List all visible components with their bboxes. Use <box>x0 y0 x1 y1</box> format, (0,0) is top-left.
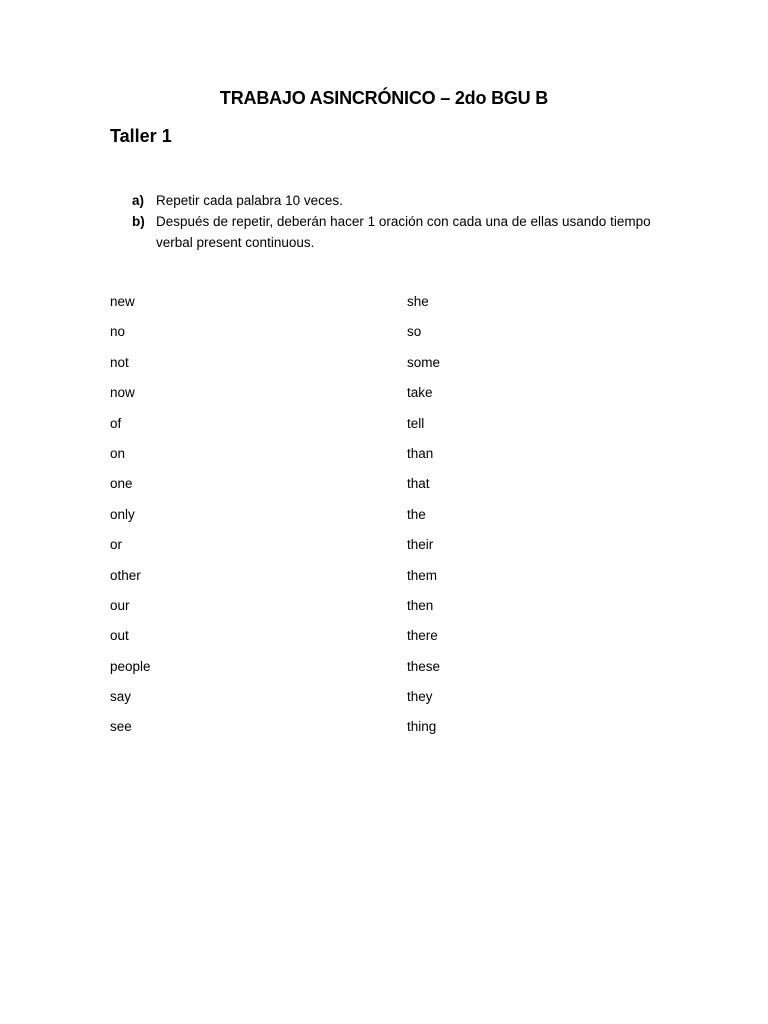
instruction-text: Después de repetir, deberán hacer 1 oración con cada una de ellas usando tiempo verbal present continuous. <box>156 214 651 250</box>
instruction-marker: a) <box>132 193 145 208</box>
word-item: tell <box>407 415 425 431</box>
word-item: or <box>110 537 123 553</box>
document-title: TRABAJO ASINCRÓNICO – 2do BGU B <box>219 88 549 108</box>
word-item: of <box>110 415 122 431</box>
word-item: these <box>407 658 441 674</box>
word-item: so <box>407 324 422 340</box>
word-item: their <box>407 537 434 553</box>
word-item: new <box>110 294 135 309</box>
instruction-item <box>132 211 652 253</box>
word-item: they <box>407 689 433 705</box>
instruction-item <box>132 190 652 211</box>
word-item: them <box>407 567 438 583</box>
word-list-right <box>407 292 440 748</box>
word-item: one <box>110 476 133 492</box>
word-item: no <box>110 324 126 340</box>
word-item: out <box>110 628 129 644</box>
instruction-marker: b) <box>132 214 145 229</box>
section-heading: Taller 1 <box>110 126 172 146</box>
word-item: she <box>407 294 429 309</box>
word-item: only <box>110 506 135 522</box>
word-item: there <box>407 628 438 644</box>
word-item: on <box>110 445 126 461</box>
word-item: now <box>110 385 135 401</box>
word-item: then <box>407 597 434 613</box>
word-item: see <box>110 719 132 735</box>
word-item: not <box>110 354 129 370</box>
word-item: thing <box>407 719 437 735</box>
instruction-text: Repetir cada palabra 10 veces. <box>156 193 343 208</box>
word-item: take <box>407 385 433 401</box>
instructions-list <box>132 190 652 253</box>
word-list-left <box>110 292 151 748</box>
word-item: than <box>407 445 434 461</box>
word-item: the <box>407 506 426 522</box>
word-item: say <box>110 689 132 705</box>
word-item: people <box>110 658 151 674</box>
word-item: other <box>110 567 141 583</box>
word-item: our <box>110 597 130 613</box>
word-item: some <box>407 354 441 370</box>
word-item: that <box>407 476 430 492</box>
